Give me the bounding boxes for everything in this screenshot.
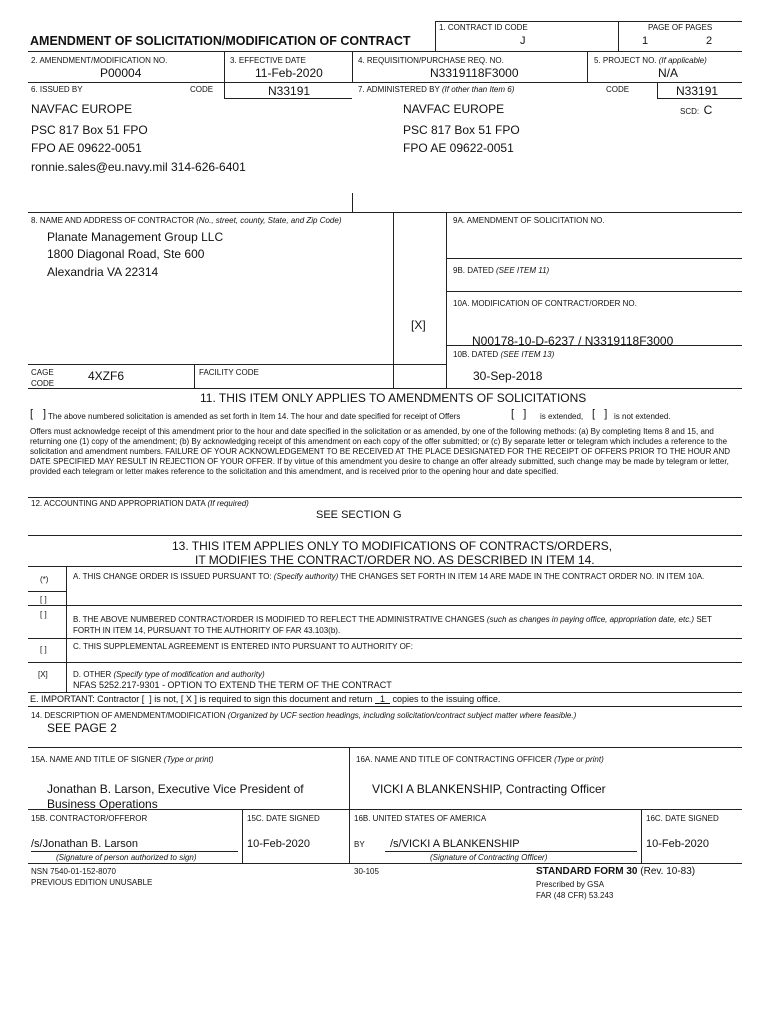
- item-13-heading-2: IT MODIFIES THE CONTRACT/ORDER NO. AS DESCRIBED IN ITEM 14.: [195, 553, 595, 567]
- item-13-b-mark: [ ]: [40, 610, 47, 619]
- prescribed-by: Prescribed by GSA: [536, 880, 605, 889]
- item-13-d-text: D. OTHER (Specify type of modification and authority): [73, 670, 265, 679]
- form-title: AMENDMENT OF SOLICITATION/MODIFICATION OF CONTRACT: [30, 34, 411, 48]
- issued-line-1: NAVFAC EUROPE: [31, 102, 133, 116]
- item-11-paragraph: Offers must acknowledge receipt of this amendment prior to the hour and date specified in the solicitation or as amended, by one of the following methods: (a) By completing Items 8 and 15, and returning one (1) copy of the amendment; (b) By acknowledging receipt of this amendment on each copy of the offer submitted; or (c) By separate letter or telegram which includes a reference to the solicitation and amendment numbers. FAILURE OF YOUR ACKNOWLEDGEMENT TO BE RECEIVED AT THE PLACE DESIGNATED FOR THE RECEIPT OF OFFERS PRIOR TO THE HOUR AND DATE SPECIFIED MAY RESULT IN REJECTION OF YOUR OFFER. If by virtue of this amendment you desire to change an offer already submitted, such change may be made by telegram or letter, provided each telegram or letter makes reference to the solicitation and this amendment, and is received prior to the opening hour and date specified.: [30, 427, 731, 476]
- signer-name: Jonathan B. Larson, Executive Vice President of: [47, 782, 304, 796]
- dated-10b-label: 10B. DATED (SEE ITEM 13): [453, 350, 555, 359]
- modification-check: [X]: [411, 318, 426, 332]
- admin-line-2: PSC 817 Box 51 FPO: [403, 123, 520, 137]
- amendment-no-value: P00004: [100, 66, 142, 80]
- contractor-address-1: 1800 Diagonal Road, Ste 600: [47, 247, 205, 261]
- page-of-pages-label: PAGE OF PAGES: [648, 23, 713, 32]
- admin-code-label: CODE: [606, 85, 630, 94]
- page-number: 1: [642, 35, 649, 47]
- item-11-heading: 11. THIS ITEM ONLY APPLIES TO AMENDMENTS OF SOLICITATIONS: [200, 391, 587, 405]
- effective-date-value: 11-Feb-2020: [255, 66, 323, 80]
- issued-code-label: CODE: [190, 85, 214, 94]
- standard-form: STANDARD FORM 30 (Rev. 10-83): [536, 866, 696, 877]
- dated-10b-value: 30-Sep-2018: [473, 369, 543, 383]
- facility-code-label: FACILITY CODE: [199, 368, 259, 377]
- project-no-value: N/A: [658, 66, 679, 80]
- officer-signature-caption: (Signature of Contracting Officer): [430, 853, 548, 862]
- item-13-star: (*): [40, 575, 49, 584]
- date-signed-15c-label: 15C. DATE SIGNED: [247, 814, 320, 823]
- issued-line-3: FPO AE 09622-0051: [31, 141, 142, 155]
- contract-id-value: J: [520, 35, 526, 47]
- item-13-d-mark: [X]: [38, 670, 48, 679]
- far-reference: FAR (48 CFR) 53.243: [536, 891, 614, 900]
- contractor-label: 8. NAME AND ADDRESS OF CONTRACTOR (No., street, county, State, and Zip Code): [31, 216, 342, 225]
- issued-by-label: 6. ISSUED BY: [31, 85, 83, 94]
- contractor-address-2: Alexandria VA 22314: [47, 265, 159, 279]
- scd: SCD: C: [680, 103, 713, 117]
- form-number: 30-105: [354, 867, 379, 876]
- not-extended-text: is not extended.: [614, 412, 671, 421]
- admin-code-value: N33191: [676, 84, 719, 98]
- item-11-line-1: The above numbered solicitation is amended as set forth in Item 14. The hour and date specified for receipt of Offers: [48, 412, 461, 421]
- signer-label: 15A. NAME AND TITLE OF SIGNER (Type or print): [31, 755, 214, 764]
- issued-code-value: N33191: [268, 84, 311, 98]
- important-line: E. IMPORTANT: Contractor [ ] is not, [ X ] is required to sign this document and return 1 copies to the issuing office.: [30, 694, 501, 704]
- contract-id-label: 1. CONTRACT ID CODE: [439, 23, 528, 32]
- admin-line-1: NAVFAC EUROPE: [403, 102, 505, 116]
- extended-bracket: [ ]: [511, 408, 527, 420]
- accounting-label: 12. ACCOUNTING AND APPROPRIATION DATA (If required): [31, 499, 249, 508]
- description-value: SEE PAGE 2: [47, 721, 117, 735]
- cage-label-1: CAGE: [31, 368, 54, 377]
- date-signed-16c-label: 16C. DATE SIGNED: [646, 814, 719, 823]
- description-label: 14. DESCRIPTION OF AMENDMENT/MODIFICATION (Organized by UCF section headings, including solicitation/contract subject matter where feasible.): [31, 711, 577, 720]
- admin-line-3: FPO AE 09622-0051: [403, 141, 514, 155]
- administered-by-label: 7. ADMINISTERED BY (If other than Item 6): [358, 85, 515, 94]
- not-extended-bracket: [ ]: [592, 408, 608, 420]
- contractor-name: Planate Management Group LLC: [47, 230, 224, 244]
- nsn: NSN 7540-01-152-8070: [31, 867, 116, 876]
- dated-9b-label: 9B. DATED (SEE ITEM 11): [453, 266, 550, 275]
- amendment-solicitation-label: 9A. AMENDMENT OF SOLICITATION NO.: [453, 216, 605, 225]
- signer-title: Business Operations: [47, 797, 158, 811]
- accounting-value: SEE SECTION G: [316, 509, 402, 521]
- extended-text: is extended,: [540, 412, 584, 421]
- contractor-signature: /s/Jonathan B. Larson: [31, 838, 139, 850]
- item-13-d-value: NFAS 5252.217-9301 - OPTION TO EXTEND THE TERM OF THE CONTRACT: [73, 680, 392, 690]
- item-13-heading-1: 13. THIS ITEM APPLIES ONLY TO MODIFICATIONS OF CONTRACTS/ORDERS,: [172, 539, 613, 553]
- issued-line-2: PSC 817 Box 51 FPO: [31, 123, 148, 137]
- item-13-c-text: C. THIS SUPPLEMENTAL AGREEMENT IS ENTERED INTO PURSUANT TO AUTHORITY OF:: [73, 642, 413, 651]
- cage-label-2: CODE: [31, 379, 55, 388]
- item-13-a-mark: [ ]: [40, 595, 47, 604]
- page-count: 2: [706, 35, 713, 47]
- by-label: BY: [354, 840, 365, 849]
- item-11-bracket-open: [: [30, 408, 34, 420]
- requisition-label: 4. REQUISITION/PURCHASE REQ. NO.: [358, 56, 504, 65]
- item-13-a-text: A. THIS CHANGE ORDER IS ISSUED PURSUANT TO: (Specify authority) THE CHANGES SET FORTH IN ITEM 14 ARE MADE IN THE CONTRACT ORDER NO. IN ITEM 10A.: [73, 572, 705, 581]
- date-signed-16c-value: 10-Feb-2020: [646, 838, 709, 850]
- item-11-bracket-close: ]: [43, 408, 47, 420]
- date-signed-15c-value: 10-Feb-2020: [247, 838, 310, 850]
- requisition-value: N3319118F3000: [430, 66, 519, 80]
- usa-label: 16B. UNITED STATES OF AMERICA: [354, 814, 487, 823]
- contractor-offeror-label: 15B. CONTRACTOR/OFFEROR: [31, 814, 148, 823]
- cage-value: 4XZF6: [88, 369, 125, 383]
- contracting-officer-label: 16A. NAME AND TITLE OF CONTRACTING OFFICER (Type or print): [356, 755, 604, 764]
- modification-contract-label: 10A. MODIFICATION OF CONTRACT/ORDER NO.: [453, 299, 637, 308]
- contractor-signature-caption: (Signature of person authorized to sign): [56, 853, 197, 862]
- item-13-c-mark: [ ]: [40, 645, 47, 654]
- project-no-label: 5. PROJECT NO. (If applicable): [594, 56, 707, 65]
- modification-contract-value: N00178-10-D-6237 / N3319118F3000: [472, 334, 674, 348]
- previous-edition: PREVIOUS EDITION UNUSABLE: [31, 878, 153, 887]
- issued-contact: ronnie.sales@eu.navy.mil 314-626-6401: [31, 160, 246, 174]
- effective-date-label: 3. EFFECTIVE DATE: [230, 56, 306, 65]
- officer-signature: /s/VICKI A BLANKENSHIP: [390, 838, 520, 850]
- contracting-officer-value: VICKI A BLANKENSHIP, Contracting Officer: [372, 782, 606, 796]
- amendment-no-label: 2. AMENDMENT/MODIFICATION NO.: [31, 56, 168, 65]
- item-13-b-text: B. THE ABOVE NUMBERED CONTRACT/ORDER IS MODIFIED TO REFLECT THE ADMINISTRATIVE CHANGES (such as changes in paying office, appropriation date, etc.) SET FORTH IN ITEM 14, PURSUANT TO THE AUTHORITY OF FAR 43.103(b).: [73, 615, 712, 635]
